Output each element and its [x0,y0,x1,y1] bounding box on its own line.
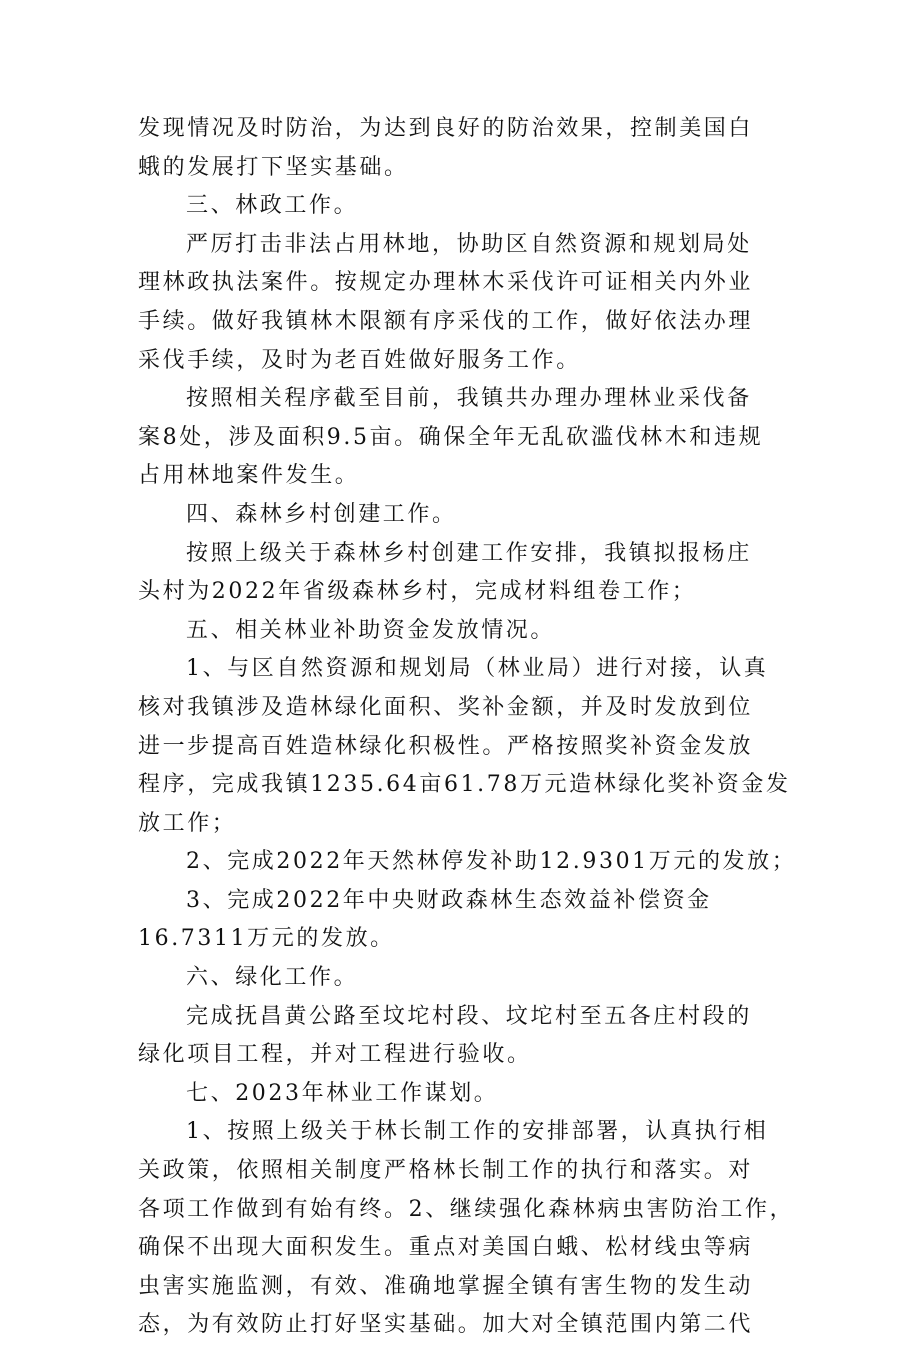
text-line: 头村为2022年省级森林乡村，完成材料组卷工作； [138,579,697,605]
text-line: 16.7311万元的发放。 [138,926,395,952]
document-body [138,110,797,1345]
section-heading: 七、2023年林业工作谋划。 [186,1080,499,1106]
text-line: 占用林地案件发生。 [138,463,360,489]
section-heading: 四、森林乡村创建工作。 [186,501,457,527]
paragraph-start: 完成抚昌黄公路至坟坨村段、坟坨村至五各庄村段的 [186,1003,752,1029]
text-line: 采伐手续，及时为老百姓做好服务工作。 [138,347,581,373]
paragraph-start: 2、完成2022年天然林停发补助12.9301万元的发放； [186,849,797,875]
paragraph-start: 按照上级关于森林乡村创建工作安排，我镇拟报杨庄 [186,540,752,566]
text-line: 发现情况及时防治，为达到良好的防治效果，控制美国白 [138,116,754,141]
text-line: 核对我镇涉及造林绿化面积、奖补金额，并及时发放到位 [138,694,754,720]
text-line: 虫害实施监测，有效、准确地掌握全镇有害生物的发生动 [138,1273,754,1299]
text-line: 进一步提高百姓造林绿化积极性。严格按照奖补资金发放 [138,733,754,759]
text-line: 各项工作做到有始有终。2、继续强化森林病虫害防治工作， [138,1196,795,1222]
paragraph-start: 1、按照上级关于林长制工作的安排部署，认真执行相 [186,1119,769,1145]
text-line: 确保不出现大面积发生。重点对美国白蛾、松材线虫等病 [138,1235,754,1261]
text-line: 放工作； [138,810,237,836]
text-line: 关政策，依照相关制度严格林长制工作的执行和落实。对 [138,1158,754,1184]
text-line: 绿化项目工程，并对工程进行验收。 [138,1042,532,1068]
text-line: 理林政执法案件。按规定办理林木采伐许可证相关内外业 [138,270,754,296]
paragraph-start: 严厉打击非法占用林地，协助区自然资源和规划局处 [186,231,752,257]
paragraph-start: 按照相关程序截至目前，我镇共办理办理林业采伐备 [186,386,752,412]
section-heading: 六、绿化工作。 [186,965,359,991]
section-heading: 五、相关林业补助资金发放情况。 [186,617,556,643]
paragraph-start: 1、与区自然资源和规划局（林业局）进行对接，认真 [186,656,769,682]
paragraph-start: 3、完成2022年中央财政森林生态效益补偿资金 [186,887,712,913]
text-line: 态，为有效防止打好坚实基础。加大对全镇范围内第二代 [138,1312,754,1338]
text-line: 手续。做好我镇林木限额有序采伐的工作，做好依法办理 [138,308,754,334]
text-line: 程序，完成我镇1235.64亩61.78万元造林绿化奖补资金发 [138,772,791,798]
text-line: 案8处，涉及面积9.5亩。确保全年无乱砍滥伐林木和违规 [138,424,764,450]
text-line: 蛾的发展打下坚实基础。 [138,154,409,180]
section-heading: 三、林政工作。 [186,193,359,219]
